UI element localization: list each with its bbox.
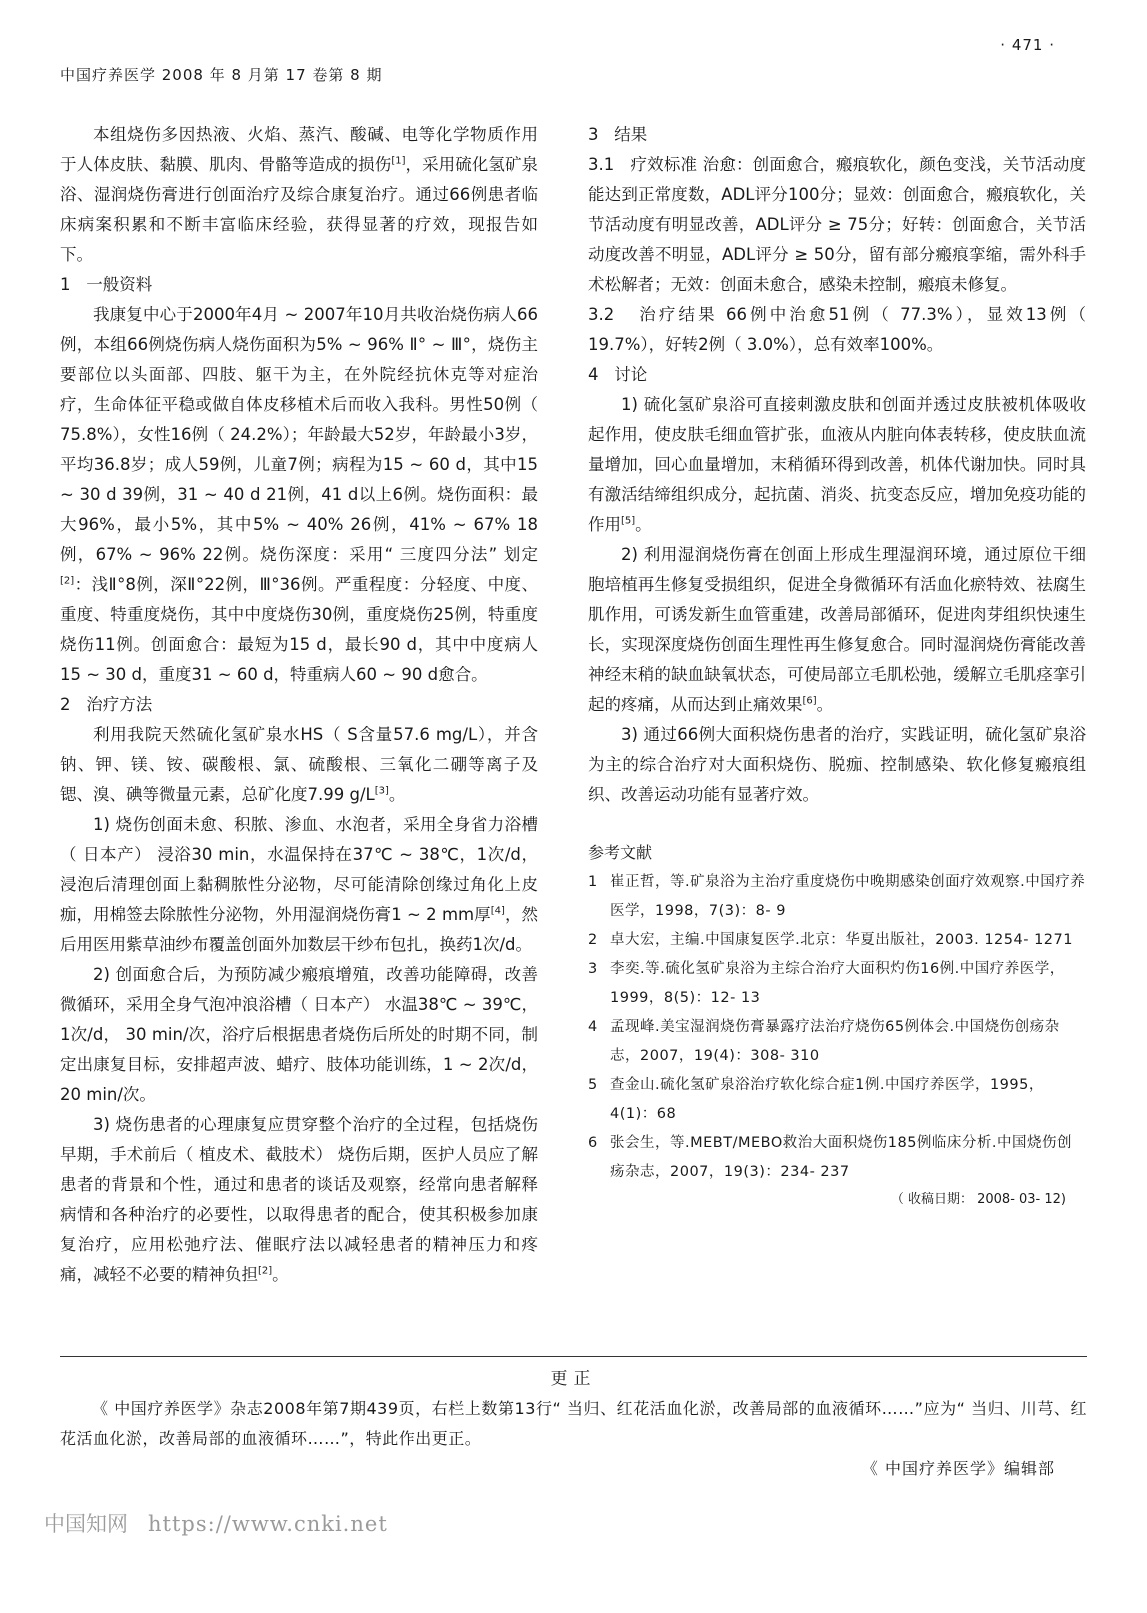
reference-item — [588, 926, 1086, 955]
section-4-text-2: 2) 利用湿润烧伤膏在创面上形成生理湿润环境，通过原位干细胞培植再生修复受损组织，促进全身微循环有活血化瘀特效、祛腐生肌作用，可诱发新生血管重建，改善局部循环，促进肉芽组织快速生长，实现深度烧伤创面生理性再生修复愈合。同时湿润烧伤膏能改善神经末稍的缺血缺氧状态，可使局部立毛肌松弛，缓解立毛肌痉挛引起的疼痛，从而达到止痛效果 — [588, 545, 1086, 714]
section-4-paragraph-3: 3) 通过66例大面积烧伤患者的治疗，实践证明，硫化氢矿泉浴为主的综合治疗对大面积烧伤、脱痂、控制感染、软化修复瘢痕组织、改善运动功能有显著疗效。 — [588, 725, 1086, 804]
reference-number: 1 — [588, 874, 598, 890]
section-3-1-label: 3.1 疗效标准 — [588, 155, 698, 174]
intro-text: 本组烧伤多因热液、火焰、蒸汽、酸碱、电等化学物质作用于人体皮肤、黏膜、肌肉、骨骼等造成的损伤 — [60, 125, 538, 174]
section-2-text-2b: ，然后用医用紫草油纱布覆盖创面外加数层干纱布包扎，换药1次/d。 — [60, 905, 539, 954]
reference-item — [588, 955, 1086, 1013]
section-3-1-text: 治愈：创面愈合，瘢痕软化，颜色变浅，关节活动度能达到正常度数，ADL评分100分；显效：创面愈合，瘢痕软化，关节活动度有明显改善，ADL评分 ≥ 75分；好转：创面愈合，关节活动度改善不明显，ADL评分 ≥ 50分，留有部分瘢痕挛缩，需外科手术松解者；无效：创面未愈合，感染未控制，瘢痕未修复。 — [588, 155, 1087, 294]
section-3-1-paragraph — [588, 150, 1086, 300]
intro-paragraph — [60, 120, 538, 270]
section-4-paragraph-2 — [588, 540, 1086, 720]
correction-title: 更正 — [550, 1369, 597, 1389]
section-3-2-label: 3.2 治疗结果 — [588, 305, 718, 324]
citation-5: [5] — [621, 515, 636, 527]
section-3-2-paragraph — [588, 300, 1086, 360]
reference-text: 卓大宏，主编.中国康复医学.北京：华夏出版社，2003. 1254- 1271 — [610, 932, 1073, 948]
reference-item — [588, 1013, 1086, 1071]
section-4-title: 4 讨论 — [588, 365, 648, 384]
section-2-paragraph-4 — [60, 1110, 538, 1290]
section-2-paragraph-2 — [60, 810, 538, 960]
reference-item — [588, 1071, 1086, 1129]
watermark-brand: 中国知网 — [44, 1512, 128, 1536]
page-number: · 471 · — [1000, 36, 1055, 54]
watermark-url: https://www.cnki.net — [148, 1512, 388, 1536]
references-title: 参考文献 — [588, 843, 653, 862]
section-2-text-2: 1) 烧伤创面未愈、积脓、渗血、水泡者，采用全身省力浴槽（ 日本产） 浸浴30 min，水温保持在37℃ ~ 38℃，1次/d，浸泡后清理创面上黏稠脓性分泌物，尽可能清除创缘过角化上皮痂，用棉签去除脓性分泌物，外用湿润烧伤膏1 ~ 2 mm厚 — [60, 815, 538, 924]
section-4-paragraph-1 — [588, 390, 1086, 540]
section-1-text: 我康复中心于2000年4月 ~ 2007年10月共收治烧伤病人66例，本组66例烧伤病人烧伤面积为5% ~ 96% Ⅱ° ~ Ⅲ°，烧伤主要部位以头面部、四肢、躯干为主，在外院经抗休克等对症治疗，生命体征平稳或做自体皮移植术后而收入我科。男性50例（ 75.8%），女性16例（ 24.2%）；年龄最大52岁，年龄最小3岁，平均36.8岁；成人59例，儿童7例；病程为15 ~ 60 d，其中15 ~ 30 d 39例，31 ~ 40 d 21例，41 d以上6例。烧伤面积：最大96%，最小5%，其中5% ~ 40% 26例，41% ~ 67% 18例，67% ~ 96% 22例。烧伤深度：采用“ 三度四分法” 划定 — [60, 305, 538, 564]
section-2-text-4-end: 。 — [272, 1265, 289, 1284]
citation-2b: [2] — [258, 1265, 273, 1277]
section-1-paragraph — [60, 300, 538, 690]
section-1-title: 1 一般资料 — [60, 275, 153, 294]
citation-2: [2] — [60, 575, 75, 587]
citation-3: [3] — [374, 785, 389, 797]
section-4-text-2-end: 。 — [816, 695, 834, 714]
section-2-title: 2 治疗方法 — [60, 695, 153, 714]
section-2-text-1-end: 。 — [388, 785, 406, 804]
section-2-paragraph-3: 2) 创面愈合后，为预防减少瘢痕增殖，改善功能障碍，改善微循环，采用全身气泡冲浪浴槽（ 日本产） 水温38℃ ~ 39℃，1次/d， 30 min/次，浴疗后根据患者烧伤后所处的时期不同，制定出康复目标，安排超声波、蜡疗、肢体功能训练，1 ~ 2次/d，20 min/次。 — [60, 965, 538, 1104]
section-4-text-1: 1) 硫化氢矿泉浴可直接刺激皮肤和创面并透过皮肤被机体吸收起作用，使皮肤毛细血管扩张，血液从内脏向体表转移，使皮肤血流量增加，回心血量增加，末稍循环得到改善，机体代谢加快。同时具有激活结缔组织成分，起抗菌、消炎、抗变态反应，增加免疫功能的作用 — [588, 395, 1086, 534]
reference-list — [588, 868, 1086, 1187]
section-2-paragraph-1 — [60, 720, 538, 810]
reference-text: 张会生，等.MEBT/MEBO救治大面积烧伤185例临床分析.中国烧伤创疡杂志，2007，19(3)：234- 237 — [610, 1135, 1073, 1180]
reference-text: 查金山.硫化氢矿泉浴治疗软化综合症1例.中国疗养医学，1995，4(1)：68 — [610, 1077, 1044, 1122]
intro-text-2: ，采用硫化氢矿泉浴、湿润烧伤膏进行创面治疗及综合康复治疗。通过66例患者临床病案积累和不断丰富临床经验，获得显著的疗效，现报告如下。 — [60, 155, 539, 264]
right-column — [588, 120, 1086, 1213]
citation-1: [1] — [391, 155, 406, 167]
citation-4: [4] — [490, 905, 505, 917]
section-2-text-1: 利用我院天然硫化氢矿泉水HS（ S含量57.6 mg/L），并含钠、钾、镁、铵、碳酸根、氯、硫酸根、三氧化二硼等离子及锶、溴、碘等微量元素，总矿化度7.99 g/L — [60, 725, 538, 804]
section-2-text-4: 3) 烧伤患者的心理康复应贯穿整个治疗的全过程，包括烧伤早期，手术前后（ 植皮术、截肢术） 烧伤后期，医护人员应了解患者的背景和个性，通过和患者的谈话及观察，经常向患者解释病情和各种治疗的必要性，以取得患者的配合，使其积极参加康复治疗，应用松弛疗法、催眠疗法以减轻患者的精神压力和疼痛，减轻不必要的精神负担 — [60, 1115, 538, 1284]
correction-signature: 《 中国疗养医学》编辑部 — [861, 1459, 1055, 1478]
left-column — [60, 120, 538, 1290]
citation-6: [6] — [802, 695, 817, 707]
section-4-text-1-end: 。 — [635, 515, 652, 534]
reference-text: 李奕.等.硫化氢矿泉浴为主综合治疗大面积灼伤16例.中国疗养医学，1999，8(5)：12- 13 — [610, 961, 1065, 1006]
reference-number: 3 — [588, 961, 598, 977]
reference-number: 2 — [588, 932, 598, 948]
reference-text: 崔正哲，等.矿泉浴为主治疗重度烧伤中晚期感染创面疗效观察.中国疗养医学，1998，7(3)：8- 9 — [610, 874, 1086, 919]
reference-number: 6 — [588, 1135, 598, 1151]
reference-text: 孟现峰.美宝湿润烧伤膏暴露疗法治疗烧伤65例体会.中国烧伤创疡杂志，2007，19(4)：308- 310 — [610, 1019, 1060, 1064]
reference-number: 5 — [588, 1077, 598, 1093]
correction-body: 《 中国疗养医学》杂志2008年第7期439页，右栏上数第13行“ 当归、红花活血化淤，改善局部的血液循环……”应为“ 当归、川芎、红花活血化淤，改善局部的血液循环……”，特此作出更正。 — [60, 1399, 1087, 1448]
reference-item — [588, 1129, 1086, 1187]
divider — [60, 1356, 1087, 1357]
section-3-2-text: 66例中治愈51例（ 77.3%），显效13例（ 19.7%），好转2例（ 3.0%），总有效率100%。 — [588, 305, 1086, 354]
reference-number: 4 — [588, 1019, 598, 1035]
running-header: 中国疗养医学 2008 年 8 月第 17 卷第 8 期 — [60, 66, 383, 84]
reference-item — [588, 868, 1086, 926]
section-1-text-2: ：浅Ⅱ°8例，深Ⅱ°22例，Ⅲ°36例。严重程度：分轻度、中度、重度、特重度烧伤，其中中度烧伤30例，重度烧伤25例，特重度烧伤11例。创面愈合：最短为15 d，最长90 d，其中中度病人15 ~ 30 d，重度31 ~ 60 d，特重病人60 ~ 90 d愈合。 — [60, 575, 538, 684]
section-3-title: 3 结果 — [588, 125, 648, 144]
watermark — [44, 1508, 388, 1538]
received-date: （ 收稿日期： 2008- 03- 12) — [890, 1192, 1066, 1207]
